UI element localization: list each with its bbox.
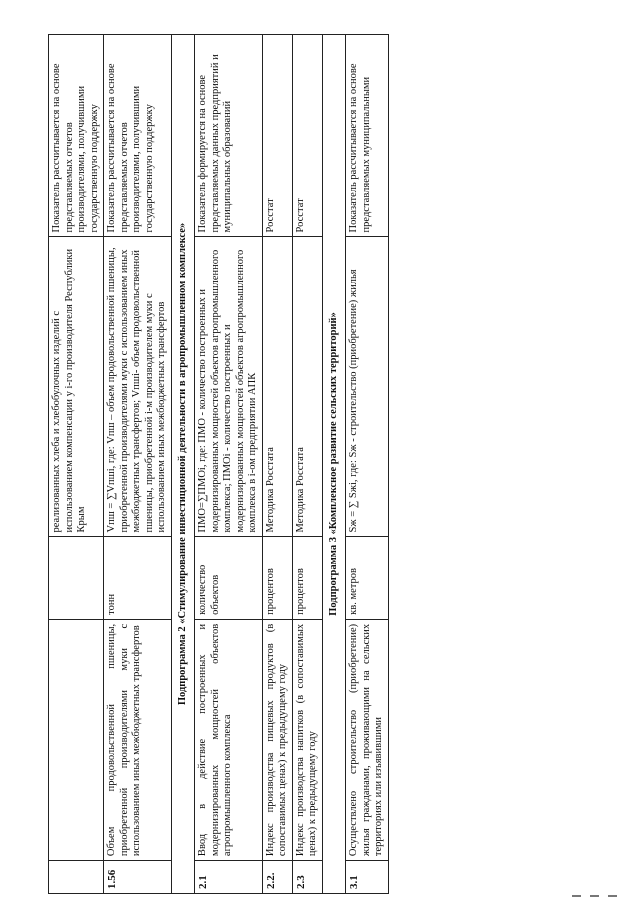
cell-source: Показатель рассчитывается на основе представляемых отчетов производителями, получившими государственную поддержку [104, 35, 172, 237]
table-row [49, 35, 104, 894]
scan-mark [590, 895, 599, 897]
subprogram-row [171, 35, 195, 894]
cell-indicator-name: Ввод в действие построенных и модернизированных мощностей объектов агропромышленного комплекса [195, 619, 263, 860]
cell-number [49, 861, 104, 894]
scan-mark [572, 895, 581, 897]
table-row [292, 35, 322, 894]
cell-method: Vпш = ∑Vпшi, где: Vпш – объем продовольственной пшеницы, приобретенной производителями муки с использованием иных межбюджетных трансфертов; Vпшi- объем продовольственной пшеницы, приобретенной i-м производителем муки с использованием иных межбюджетных трансфертов [104, 237, 172, 537]
cell-source: Росстат [262, 35, 292, 237]
cell-indicator-name: Осуществлено строительство (приобретение) жилья гражданами, проживающими на сельских территориях или изъявившими [346, 619, 389, 860]
cell-unit: процентов [262, 537, 292, 619]
cell-source: Росстат [292, 35, 322, 237]
cell-method: Методика Росстата [292, 237, 322, 537]
cell-indicator-name: Индекс производства пищевых продуктов (в сопоставимых ценах) к предыдущему году [262, 619, 292, 860]
cell-unit: кв. метров [346, 537, 389, 619]
cell-unit [49, 537, 104, 619]
cell-method: Методика Росстата [262, 237, 292, 537]
cell-source: Показатель рассчитывается на основе представляемых муниципальными [346, 35, 389, 237]
table-row [346, 35, 389, 894]
cell-unit: количество объектов [195, 537, 263, 619]
cell-number: 1.56 [104, 861, 172, 894]
cell-source: Показатель формируется на основе представляемых данных предприятий и муниципальных образований [195, 35, 263, 237]
table-row [262, 35, 292, 894]
subprogram-title: Подпрограмма 2 «Стимулирование инвестиционной деятельности в агропромышленном комплексе» [171, 35, 195, 894]
cell-indicator-name: Объем продовольственной пшеницы, приобретенной производителями муки с использованием иных межбюджетных трансфертов [104, 619, 172, 860]
cell-number: 2.1 [195, 861, 263, 894]
cell-number: 2.3 [292, 861, 322, 894]
cell-number: 2.2. [262, 861, 292, 894]
rotated-table-container [48, 34, 613, 894]
cell-unit: процентов [292, 537, 322, 619]
cell-source: Показатель рассчитывается на основе представляемых отчетов производителями, получившими государственную поддержку [49, 35, 104, 237]
cell-method: ПМО=∑ПМОi, где: ПМО - количество построенных и модернизированных мощностей объектов агропромышленного комплекса; ПМОi - количество построенных и модернизированных мощностей объектов агропромышленного комплекса в i-ом предприятии АПК [195, 237, 263, 537]
scan-mark [608, 895, 617, 897]
subprogram-row [322, 35, 346, 894]
subprogram-title: Подпрограмма 3 «Комплексное развитие сельских территорий» [322, 35, 346, 894]
cell-indicator-name [49, 619, 104, 860]
indicators-table [48, 34, 389, 894]
cell-method: Sж = ∑ Sжi, где: Sж - строительство (приобретение) жилья [346, 237, 389, 537]
cell-unit: тонн [104, 537, 172, 619]
cell-method: реализованных хлеба и хлебобулочных изделий с использованием компенсации у i-го производителя Республики Крым [49, 237, 104, 537]
table-row [104, 35, 172, 894]
cell-indicator-name: Индекс производства напитков (в сопоставимых ценах) к предыдущему году [292, 619, 322, 860]
cell-number: 3.1 [346, 861, 389, 894]
table-row [195, 35, 263, 894]
